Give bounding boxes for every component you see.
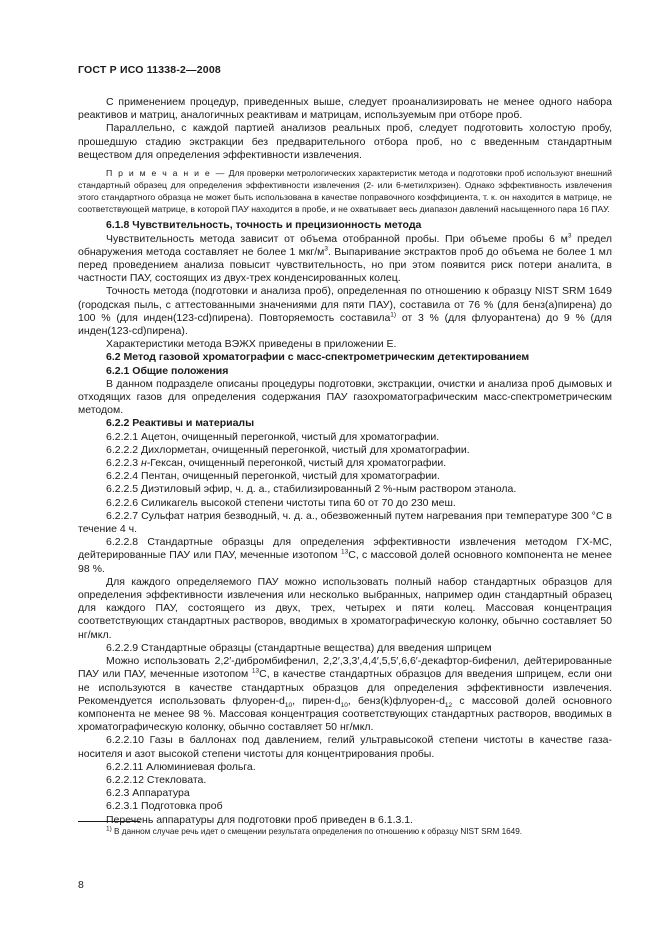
document-header: ГОСТ Р ИСО 11338-2—2008	[78, 64, 221, 76]
heading-6-2: 6.2 Метод газовой хроматографии с масс-спектрометрическим детектированием	[106, 351, 530, 364]
footnote-ref: 1)	[390, 311, 397, 319]
footnote-divider	[78, 821, 140, 822]
paragraph-procedures: С применением процедур, приведенных выше, следует проанализировать не менее одного набора реактивов и матриц, аналогичных реактивам и матрицам, используемым при отборе проб.	[78, 96, 612, 122]
paragraph-syringe-standards: Можно использовать 2,2′-дибромбифенил, 2,2′,3,3′,4,4′,5,5′,6,6′-декафтор-бифенил, дейтерированные ПАУ или ПАУ, меченные изотопом $^{13}$С, в качестве стандартных образцов для введения шприцем, если они не используются в качестве стандартных образцов для определения эффективности извлечения. Рекомендуется использовать флуорен-$d_{10}$, пирен-$d_{10}$, $бенз(k)флуорен-d_{12}$ с массовой долей основного компонента не менее 98 %. Массовая концентрация соответствующих стандартных растворов, вводимых в хроматографическую колонку, обычно составляет 50 нг/мкл.	[78, 655, 612, 734]
item-6-2-2-9: 6.2.2.9 Стандартные образцы (стандартные вещества) для введения шприцем	[106, 641, 492, 654]
paragraph-accuracy: Точность метода (подготовки и анализа проб), определенная по отношению к образцу NIST SRM 1649 (городская пыль, с аттестованными значениями для пяти ПАУ), составила от 76 % (для бенз(а)пирена) до 100 % (для инден(123-cd)пирена). Повторяемость составила$^{1)}$ от 3 % (для флуорантена) до 9 % (для инден(123-cd)пирена).	[78, 285, 612, 338]
paragraph-sensitivity: Чувствительность метода зависит от объема отобранной пробы. При объеме пробы 6 $м^3$ предел обнаружения метода составляет не более 1 мкг/$м^3$. Выпаривание экстрактов проб до объема не более 1 мл перед проведением анализа повысит чувствительность, но при этом появится риск потери аналита, в частности ПАУ, состоящих из двух-трех конденсированных колец.	[78, 232, 612, 285]
paragraph-each-pah: Для каждого определяемого ПАУ можно использовать полный набор стандартных образцов для определения эффективности извлечения или несколько выбранных, например один стандартный образец для каждого ПАУ, состоящего из двух, трех, четырех и пяти колец. Массовая концентрация соответствующих стандартных растворов, вводимых в хроматографическую колонку, обычно составляет 50 нг/мкл.	[78, 575, 612, 641]
paragraph-apparatus: Перечень аппаратуры для подготовки проб приведен в 6.1.3.1.	[106, 813, 414, 826]
item-6-2-2-10: 6.2.2.10 Газы в баллонах под давлением, гелий ультравысокой степени чистоты в качестве газа-носителя и азот высокой степени чистоты для концентрирования пробы.	[78, 734, 612, 760]
item-6-2-2-1: 6.2.2.1 Ацетон, очищенный перегонкой, чистый для хроматографии.	[106, 430, 440, 443]
footnote	[106, 826, 522, 837]
heading-6-2-3-1: 6.2.3.1 Подготовка проб	[106, 800, 223, 813]
heading-6-2-3: 6.2.3 Аппаратура	[106, 787, 190, 800]
footnote-text: В данном случае речь идет о смещении результата определения по отношению к образцу NIST SRM 1649.	[111, 827, 523, 836]
item-6-2-2-5: 6.2.2.5 Диэтиловый эфир, ч. д. а., стабилизированный 2 %-ным раствором этанола.	[106, 483, 517, 496]
item-6-2-2-8: 6.2.2.8 Стандартные образцы для определения эффективности извлечения методом ГХ-МС, дейтерированные ПАУ или ПАУ, меченные изотопом $^{13}$С, с массовой долей основного компонента не менее 98 %.	[78, 536, 612, 575]
note-text: Для проверки метрологических характеристик метода и подготовки проб используют внешний стандартный образец для определения эффективности извлечения (2- или 6-метилхризен). Однако эффективность извлечения этого стандартного образца не может быть использована в качестве поправочного коэффициента, т. к. он находится в матрице, не соответствующей матрице, в которой ПАУ находится в пробе, и не охватывает весь диапазон давлений насыщенного пара 16 ПАУ.	[78, 168, 613, 215]
item-6-2-2-4: 6.2.2.4 Пентан, очищенный перегонкой, чистый для хроматографии.	[106, 470, 440, 483]
item-6-2-2-6: 6.2.2.6 Силикагель высокой степени чистоты типа 60 от 70 до 230 меш.	[106, 496, 456, 509]
footnote-mark: 1)	[106, 825, 112, 833]
heading-6-2-1: 6.2.1 Общие положения	[106, 364, 229, 377]
note-paragraph	[78, 167, 612, 215]
paragraph-blank-sample: Параллельно, с каждой партией анализов реальных проб, следует подготовить холостую пробу, прошедшую стадию экстракции без предварительного отбора проб, но с введенным стандартным веществом для определения эффективности извлечения.	[78, 122, 612, 161]
page-body	[78, 96, 612, 827]
item-6-2-2-11: 6.2.2.11 Алюминиевая фольга.	[106, 760, 256, 773]
note-label: П р и м е ч а н и е —	[106, 168, 226, 179]
item-6-2-2-12: 6.2.2.12 Стекловата.	[106, 773, 207, 786]
paragraph-hplc: Характеристики метода ВЭЖХ приведены в приложении Е.	[106, 338, 397, 351]
heading-6-1-8: 6.1.8 Чувствительность, точность и прецизионность метода	[106, 219, 422, 232]
item-6-2-2-2: 6.2.2.2 Дихлорметан, очищенный перегонкой, чистый для хроматографии.	[106, 443, 470, 456]
paragraph-general: В данном подразделе описаны процедуры подготовки, экстракции, очистки и анализа проб дымовых и отходящих газов для определения содержания ПАУ газохроматографическим масс-спектрометрическим методом.	[78, 377, 612, 417]
page-number: 8	[78, 879, 84, 891]
heading-6-2-2: 6.2.2 Реактивы и материалы	[106, 417, 255, 430]
item-6-2-2-3: 6.2.2.3 н-Гексан, очищенный перегонкой, чистый для хроматографии.	[106, 457, 447, 470]
item-6-2-2-7: 6.2.2.7 Сульфат натрия безводный, ч. д. а., обезвоженный путем нагревания при температуре 300 °С в течение 4 ч.	[78, 509, 612, 536]
